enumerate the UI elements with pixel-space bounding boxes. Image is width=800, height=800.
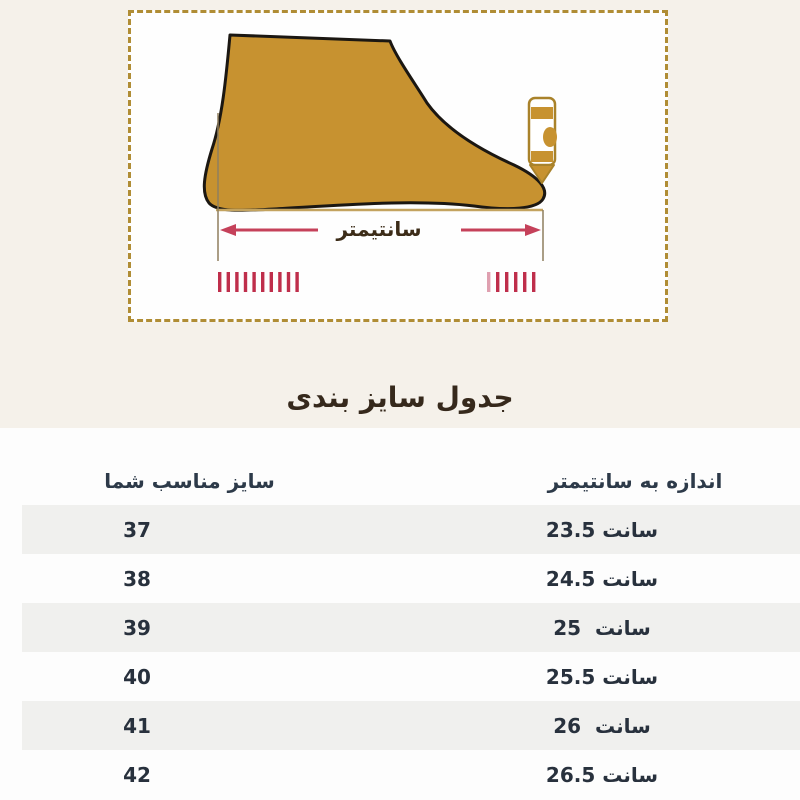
column-header-cm: اندازه به سانتیمتر: [547, 469, 723, 493]
table-row: [22, 505, 800, 554]
foot-measurement-diagram: [128, 10, 668, 322]
table-row: [22, 554, 800, 603]
cm-value: 23.5 سانت: [545, 517, 659, 542]
foot-shape: [204, 35, 544, 210]
size-value: 37: [123, 517, 151, 542]
size-value: 42: [123, 762, 151, 787]
table-row: [22, 652, 800, 701]
size-value: 40: [123, 664, 151, 689]
left-arrow-icon: [220, 224, 318, 236]
cm-value: 24.5 سانت: [545, 566, 659, 591]
table-row: [22, 750, 800, 799]
cm-value: 25 سانت: [553, 615, 651, 640]
cm-value: 25.5 سانت: [545, 664, 659, 689]
cm-value: 26 سانت: [553, 713, 651, 738]
table-row: [22, 603, 800, 652]
size-value: 38: [123, 566, 151, 591]
cm-value: 26.5 سانت: [545, 762, 659, 787]
table-row: [22, 701, 800, 750]
right-arrow-icon: [461, 224, 541, 236]
centimeter-label: سانتیمتر: [336, 217, 422, 241]
size-value: 39: [123, 615, 151, 640]
page-title: جدول سایز بندی: [286, 381, 514, 414]
table-header-row: [0, 428, 800, 505]
ruler-ticks-left: [218, 272, 299, 292]
column-header-size: سایز مناسب شما: [104, 469, 275, 493]
marker-pen-icon: [529, 98, 557, 183]
size-table-section: [0, 428, 800, 799]
ruler-ticks-right: [487, 272, 535, 292]
size-value: 41: [123, 713, 151, 738]
foot-illustration: [131, 13, 665, 319]
